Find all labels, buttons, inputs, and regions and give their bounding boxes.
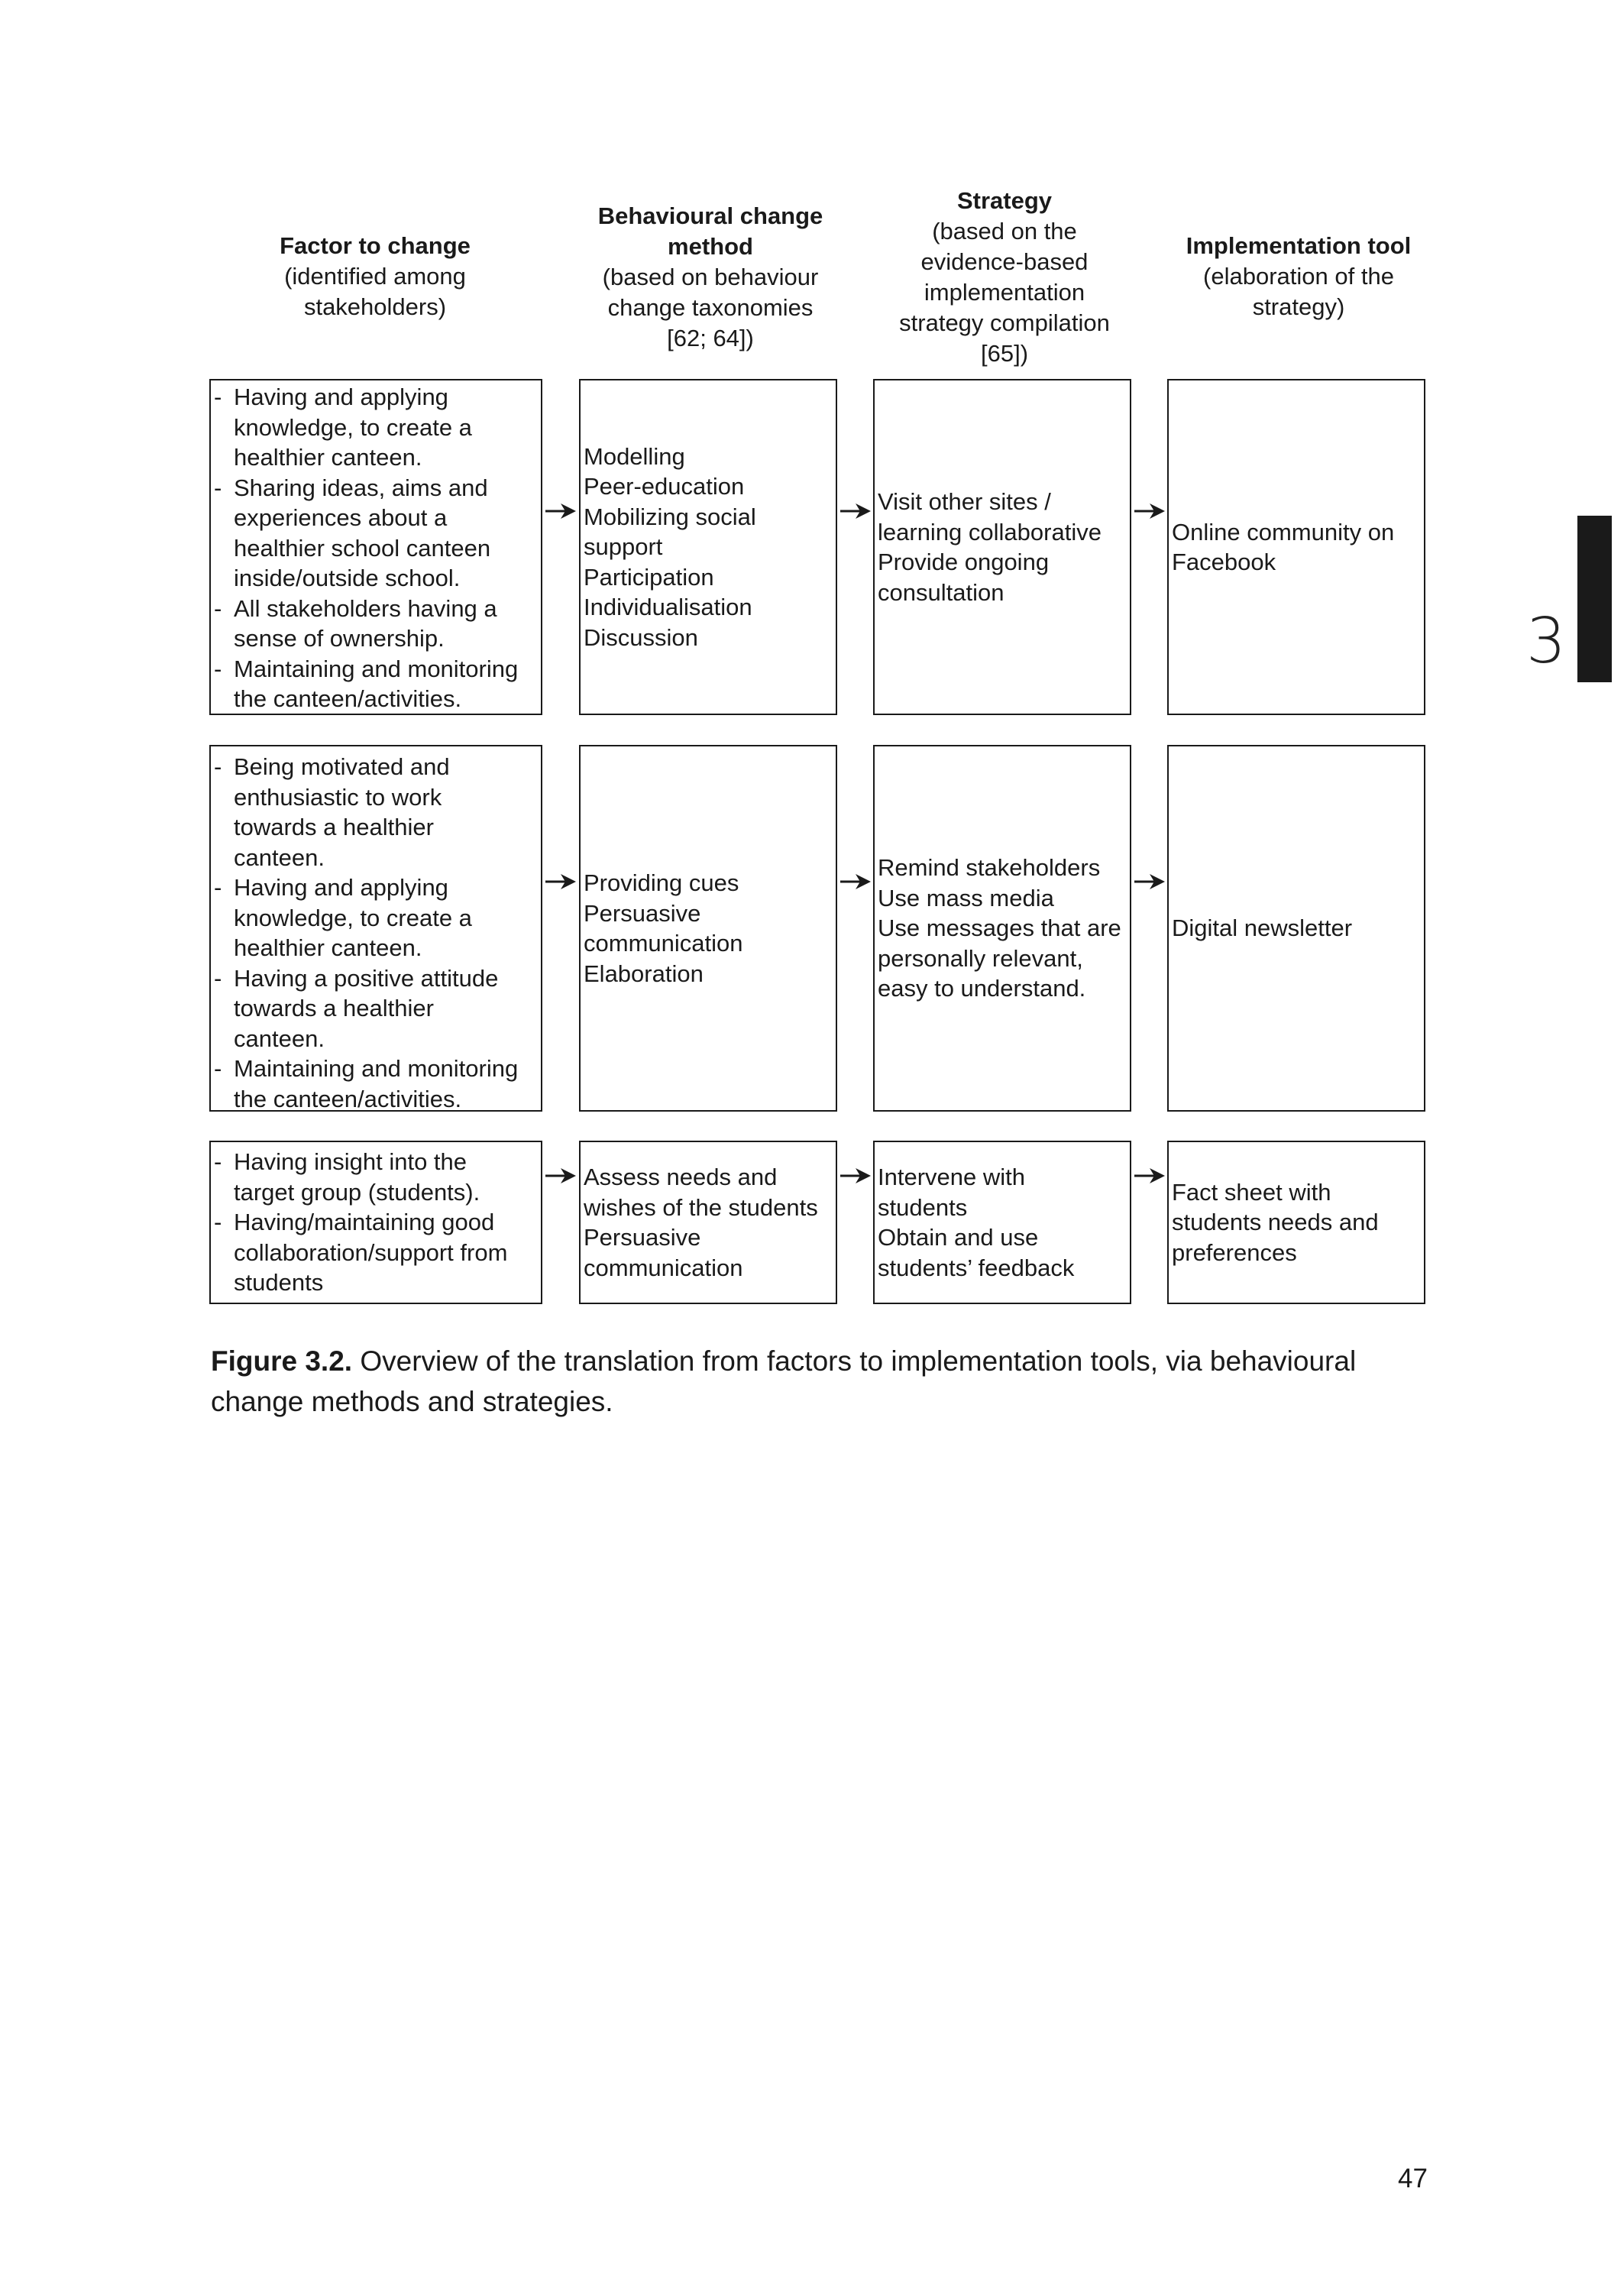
method-line: Discussion [584, 623, 698, 651]
row3-strategy-box [873, 1141, 1131, 1304]
method-line: Assess needs and [584, 1164, 778, 1190]
chapter-tab-marker [1577, 516, 1612, 682]
tool-line: Digital newsletter [1172, 915, 1353, 942]
factor-line: healthier school canteen [234, 534, 491, 562]
strategy-line: students’ feedback [878, 1254, 1075, 1281]
page-number: 47 [1398, 2164, 1428, 2193]
strategy-line: Provide ongoing [878, 549, 1050, 575]
tool-line: Facebook [1172, 549, 1276, 575]
factor-line: - Being motivated and [234, 753, 450, 780]
factor-line: canteen. [234, 843, 325, 871]
strategy-line: consultation [878, 578, 1004, 606]
arrow-right-icon [544, 500, 577, 522]
list-item [214, 872, 538, 963]
arrow-right-icon [544, 871, 577, 892]
strategy-line: Visit other sites / [878, 488, 1051, 515]
header-strategy-subtitle-3: implementation [924, 279, 1085, 306]
factor-line: knowledge, to create a [234, 904, 472, 931]
factor-line: - Sharing ideas, aims and [234, 474, 488, 501]
factor-line: sense of ownership. [234, 625, 445, 652]
header-factor-title: Factor to change [280, 232, 471, 259]
row2-factor-box [209, 745, 542, 1112]
row1-factor-list [214, 382, 538, 714]
header-tool-subtitle-2: strategy) [1252, 293, 1345, 320]
factor-line: healthier canteen. [234, 934, 422, 961]
tool-line: Online community on [1172, 518, 1395, 545]
strategy-line: Use messages that are [878, 915, 1121, 942]
factor-line: towards a healthier [234, 995, 434, 1021]
method-line: Providing cues [584, 869, 739, 896]
row1-method-box [579, 379, 837, 715]
factor-line: - Having and applying [234, 874, 448, 901]
row2-method-box [579, 745, 837, 1112]
tool-line: Fact sheet with [1172, 1178, 1331, 1206]
factor-line: - All stakeholders having a [234, 594, 497, 622]
list-item [214, 654, 538, 714]
header-tool-title: Implementation tool [1186, 232, 1412, 259]
factor-line: - Having insight into the [234, 1148, 467, 1176]
header-method-subtitle-2: change taxonomies [607, 294, 814, 321]
strategy-line: Remind stakeholders [878, 854, 1101, 882]
factor-line: the canteen/activities. [234, 685, 462, 712]
factor-line: - Having a positive attitude [234, 964, 499, 992]
arrow-right-icon [839, 871, 872, 892]
list-item [214, 382, 538, 473]
header-method [581, 201, 840, 354]
list-item [214, 473, 538, 594]
strategy-line: Use mass media [878, 884, 1054, 911]
method-line: Participation [584, 563, 714, 591]
header-tool-subtitle-1: (elaboration of the [1203, 263, 1394, 290]
strategy-line: learning collaborative [878, 518, 1102, 545]
factor-line: enthusiastic to work [234, 783, 442, 811]
header-method-title-1: Behavioural change [597, 202, 823, 229]
factor-line: healthier canteen. [234, 444, 422, 471]
chapter-number: 3 [1526, 605, 1567, 678]
method-line: Peer-education [584, 473, 745, 500]
list-item [214, 1054, 538, 1114]
list-item [214, 1147, 538, 1207]
tool-line: preferences [1172, 1238, 1297, 1266]
factor-line: - Maintaining and monitoring [234, 655, 519, 682]
header-strategy-subtitle-4: strategy compilation [899, 309, 1110, 336]
arrow-right-icon [839, 1165, 872, 1186]
factor-line: towards a healthier [234, 814, 434, 840]
strategy-line: Intervene with [878, 1164, 1025, 1190]
header-factor-subtitle-2: stakeholders) [303, 293, 447, 320]
factor-line: - Maintaining and monitoring [234, 1055, 519, 1082]
list-item [214, 594, 538, 654]
list-item [214, 1207, 538, 1298]
factor-line: students [234, 1269, 324, 1297]
row3-method-box [579, 1141, 837, 1304]
method-line: support [584, 533, 663, 561]
factor-line: experiences about a [234, 504, 448, 531]
factor-line: - Having and applying [234, 384, 448, 410]
arrow-right-icon [544, 1165, 577, 1186]
factor-line: canteen. [234, 1025, 325, 1052]
row2-tool-box [1167, 745, 1425, 1112]
method-line: Elaboration [584, 960, 704, 987]
header-method-subtitle-1: (based on behaviour [602, 264, 819, 290]
row3-factor-box [209, 1141, 542, 1304]
row3-tool-box [1167, 1141, 1425, 1304]
figure-caption [211, 1341, 1433, 1422]
figure-caption-label: Figure 3.2. [211, 1345, 353, 1377]
method-line: Mobilizing social [584, 503, 756, 530]
factor-line: collaboration/support from [234, 1238, 508, 1266]
arrow-right-icon [839, 500, 872, 522]
strategy-line: students [878, 1193, 968, 1221]
factor-line: the canteen/activities. [234, 1085, 462, 1112]
method-line: Modelling [584, 442, 685, 470]
row3-factor-list [214, 1147, 538, 1298]
header-method-title-2: method [668, 233, 753, 260]
header-strategy-subtitle-1: (based on the [932, 218, 1077, 244]
method-line: Persuasive [584, 1224, 701, 1251]
row1-factor-box [209, 379, 542, 715]
strategy-line: easy to understand. [878, 975, 1086, 1002]
method-line: wishes of the students [584, 1193, 818, 1221]
method-line: Persuasive [584, 899, 701, 927]
method-line: communication [584, 930, 743, 957]
header-factor [211, 231, 539, 322]
tool-line: students needs and [1172, 1209, 1379, 1236]
arrow-right-icon [1133, 871, 1166, 892]
header-strategy-subtitle-5: [65]) [980, 340, 1029, 367]
list-item [214, 963, 538, 1054]
factor-line: knowledge, to create a [234, 413, 472, 441]
factor-line: target group (students). [234, 1178, 480, 1206]
arrow-right-icon [1133, 1165, 1166, 1186]
strategy-line: Obtain and use [878, 1224, 1039, 1251]
row2-strategy-box [873, 745, 1131, 1112]
row1-tool-box [1167, 379, 1425, 715]
strategy-line: personally relevant, [878, 944, 1083, 972]
list-item [214, 752, 538, 872]
figure-caption-text: Overview of the translation from factors to implementation tools, via behavioural change methods and strategies. [211, 1345, 1357, 1417]
method-line: communication [584, 1254, 743, 1281]
row1-strategy-box [873, 379, 1131, 715]
factor-line: - Having/maintaining good [234, 1209, 495, 1236]
method-line: Individualisation [584, 594, 752, 621]
header-tool [1169, 231, 1428, 322]
header-strategy-title: Strategy [956, 187, 1053, 214]
header-method-subtitle-3: [62; 64]) [667, 325, 754, 351]
header-strategy-subtitle-2: evidence-based [920, 248, 1089, 275]
arrow-right-icon [1133, 500, 1166, 522]
factor-line: inside/outside school. [234, 565, 461, 591]
row2-factor-list [214, 752, 538, 1114]
header-factor-subtitle-1: (identified among [284, 263, 466, 290]
header-strategy [875, 186, 1134, 369]
